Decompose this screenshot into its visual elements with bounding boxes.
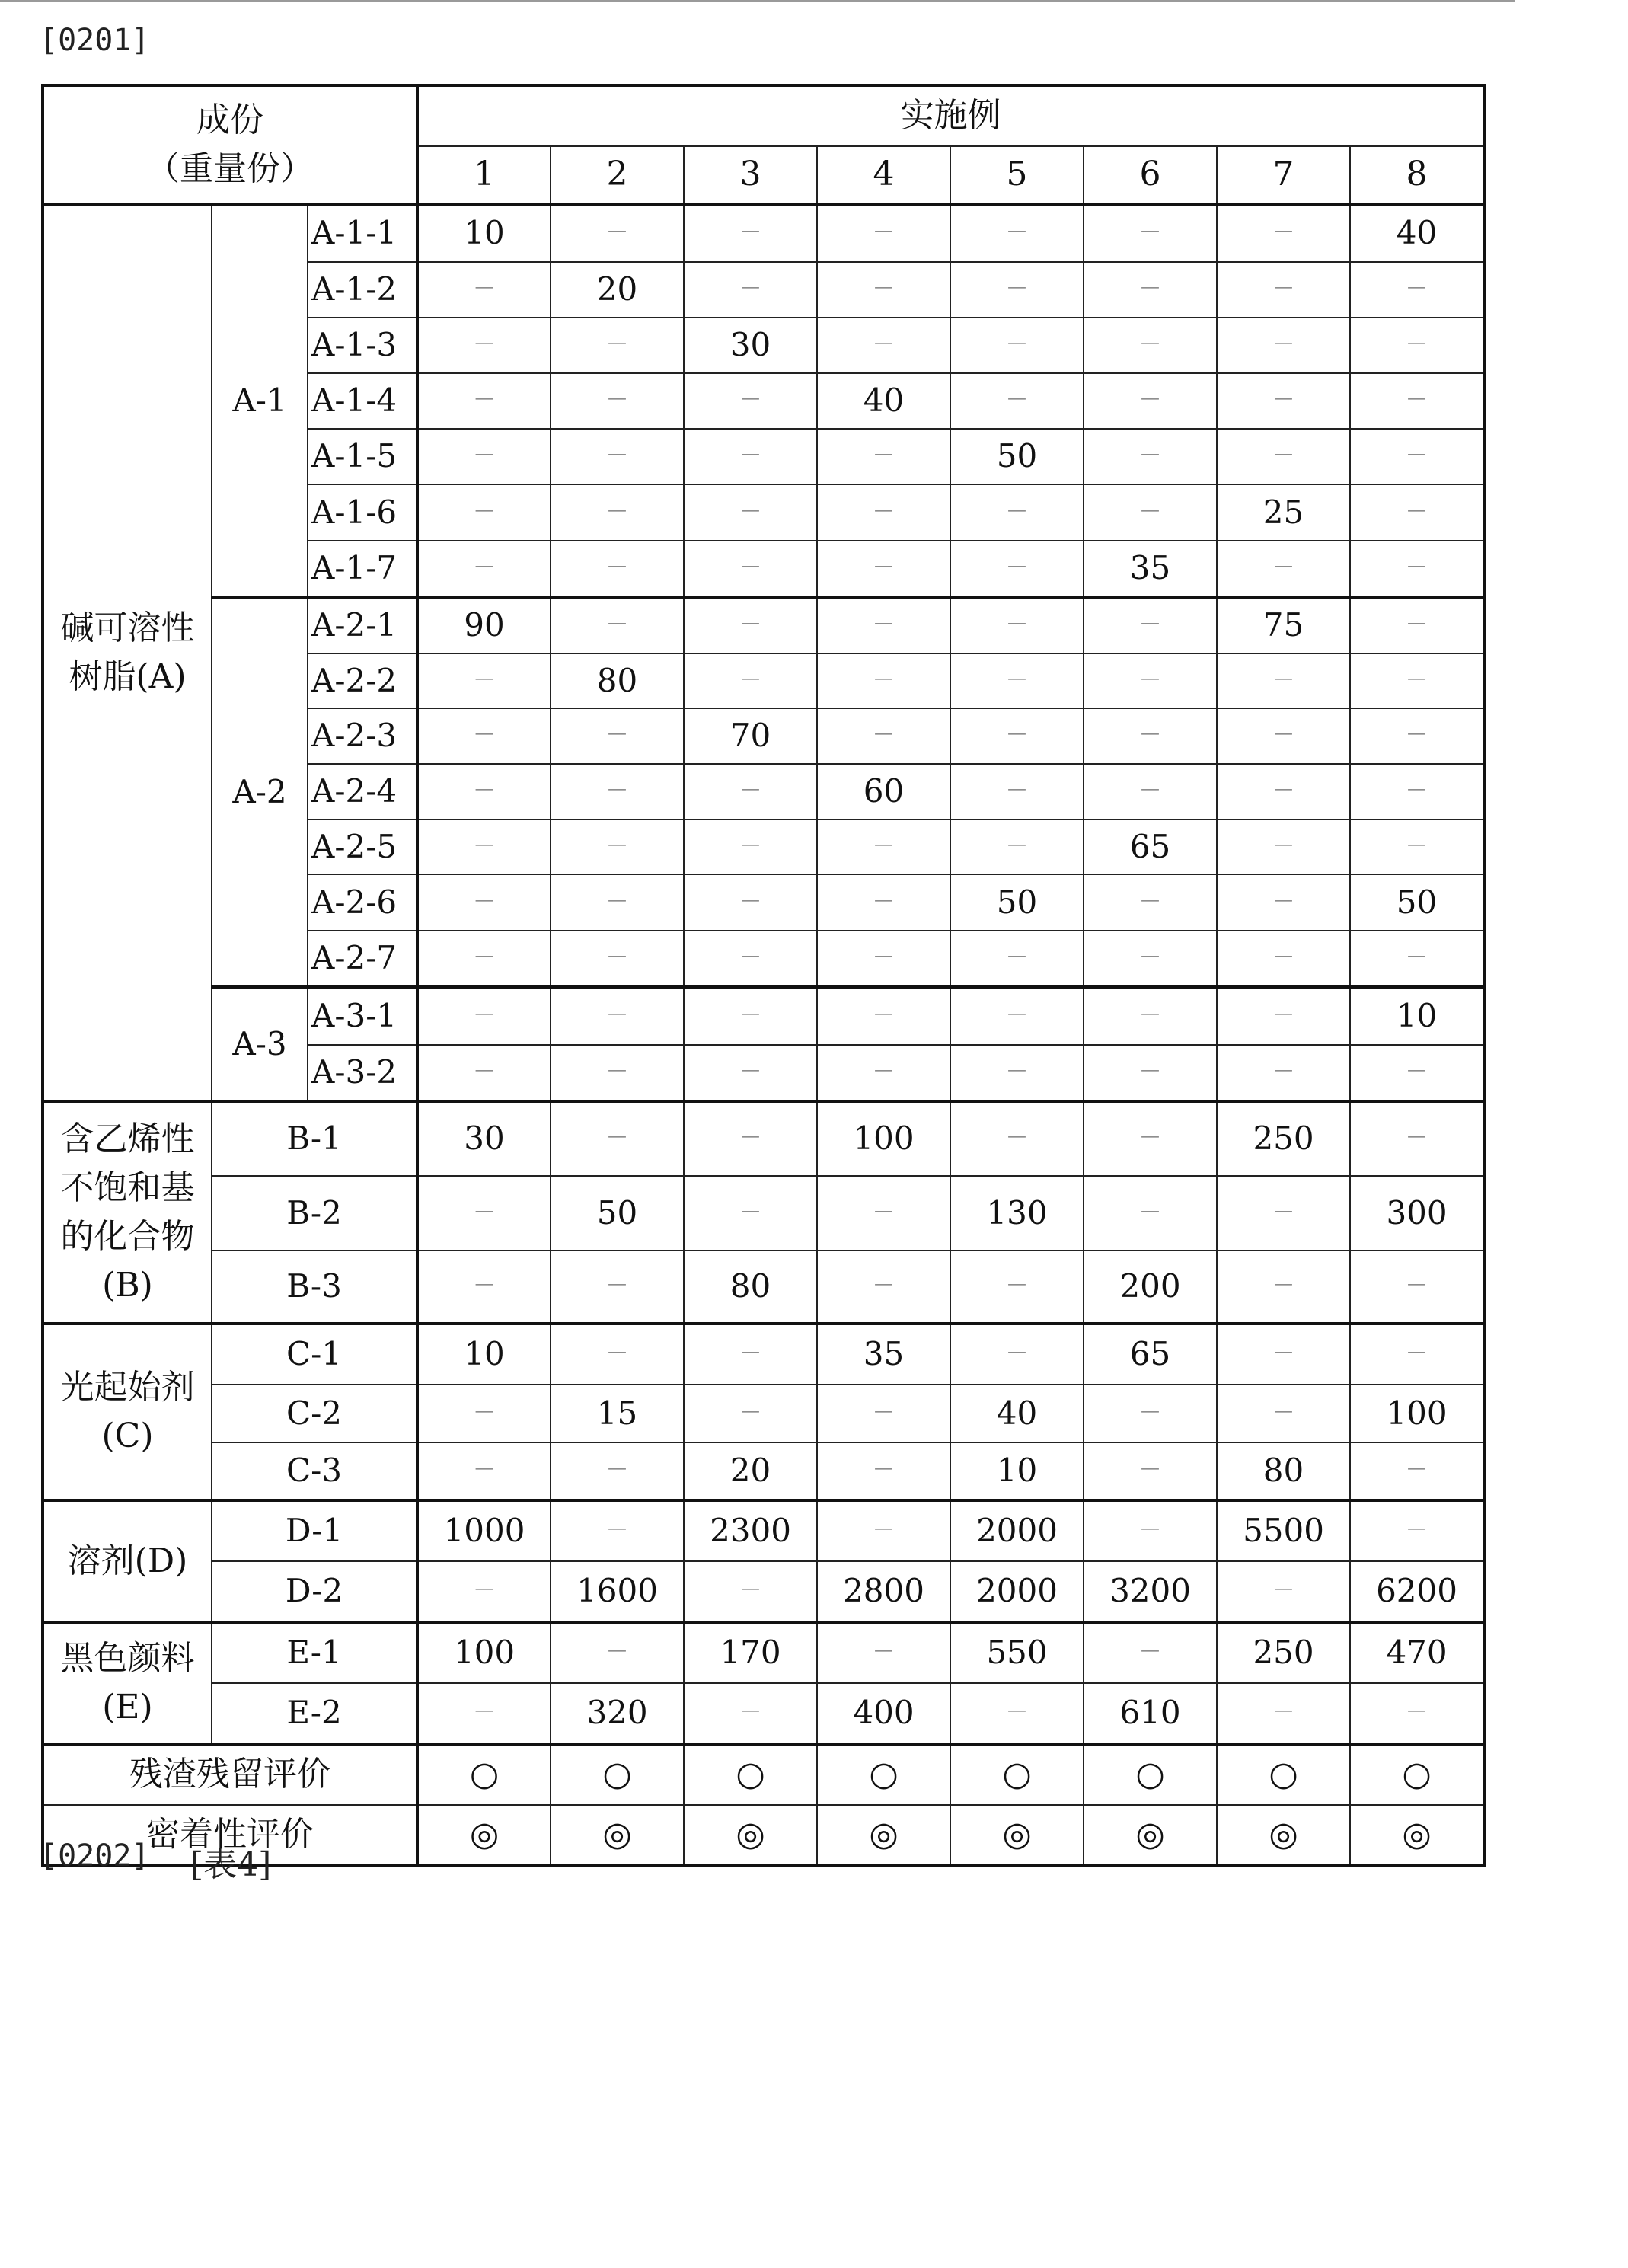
table-4-caption: [表4] bbox=[190, 1845, 272, 1884]
cell-value: － bbox=[950, 1324, 1084, 1385]
cell-value: 2000 bbox=[950, 1561, 1084, 1622]
cell-value: － bbox=[551, 541, 684, 597]
cell-value: 130 bbox=[950, 1176, 1084, 1251]
cell-value: － bbox=[417, 373, 551, 429]
column-number-2: 2 bbox=[551, 146, 684, 204]
row-label: C-3 bbox=[212, 1442, 417, 1500]
cell-value: 10 bbox=[417, 1324, 551, 1385]
cell-value: － bbox=[417, 1561, 551, 1622]
row-label: A-1-7 bbox=[308, 541, 417, 597]
cell-value: － bbox=[1350, 597, 1484, 653]
cell-value: － bbox=[817, 874, 950, 931]
cell-value: － bbox=[1084, 874, 1217, 931]
table-row-D-2 bbox=[43, 1561, 1484, 1622]
adhesion-evaluation-mark: ◎ bbox=[684, 1805, 817, 1866]
cell-value: － bbox=[684, 1683, 817, 1744]
cell-value: － bbox=[1084, 484, 1217, 541]
cell-value: － bbox=[1217, 708, 1350, 764]
cell-value: 250 bbox=[1217, 1101, 1350, 1176]
cell-value: － bbox=[684, 1324, 817, 1385]
cell-value: － bbox=[950, 484, 1084, 541]
cell-value: － bbox=[417, 874, 551, 931]
cell-value: － bbox=[684, 874, 817, 931]
cell-value: － bbox=[817, 1622, 950, 1683]
row-label: A-1-2 bbox=[308, 262, 417, 318]
cell-value: 400 bbox=[817, 1683, 950, 1744]
group-A2: A-2 bbox=[212, 597, 308, 987]
row-label: A-2-2 bbox=[308, 653, 417, 708]
cell-value: － bbox=[684, 819, 817, 874]
cell-value: 35 bbox=[817, 1324, 950, 1385]
cell-value: － bbox=[417, 653, 551, 708]
adhesion-evaluation-mark: ◎ bbox=[417, 1805, 551, 1866]
cell-value: － bbox=[551, 1324, 684, 1385]
table-row-B-3 bbox=[43, 1251, 1484, 1324]
row-label: B-1 bbox=[212, 1101, 417, 1176]
cell-value: 5500 bbox=[1217, 1500, 1350, 1561]
category-A: 碱可溶性 树脂(A) bbox=[43, 204, 212, 1101]
row-label: C-1 bbox=[212, 1324, 417, 1385]
composition-table-container bbox=[41, 84, 1483, 1854]
cell-value: 10 bbox=[950, 1442, 1084, 1500]
paragraph-number-0201: [0201] bbox=[40, 23, 150, 58]
cell-value: 2000 bbox=[950, 1500, 1084, 1561]
cell-value: － bbox=[1350, 262, 1484, 318]
cell-value: － bbox=[950, 204, 1084, 262]
cell-value: 2300 bbox=[684, 1500, 817, 1561]
row-label: A-1-6 bbox=[308, 484, 417, 541]
cell-value: 30 bbox=[417, 1101, 551, 1176]
cell-value: － bbox=[417, 931, 551, 987]
column-number-5: 5 bbox=[950, 146, 1084, 204]
cell-value: 65 bbox=[1084, 819, 1217, 874]
row-label: A-1-5 bbox=[308, 429, 417, 484]
cell-value: － bbox=[1217, 874, 1350, 931]
row-label: A-2-1 bbox=[308, 597, 417, 653]
cell-value: － bbox=[551, 931, 684, 987]
cell-value: － bbox=[551, 429, 684, 484]
header-ingredient-parts bbox=[43, 85, 417, 204]
cell-value: － bbox=[551, 819, 684, 874]
cell-value: － bbox=[1350, 1442, 1484, 1500]
cell-value: 35 bbox=[1084, 541, 1217, 597]
cell-value: 80 bbox=[551, 653, 684, 708]
cell-value: － bbox=[817, 1442, 950, 1500]
cell-value: － bbox=[950, 597, 1084, 653]
cell-value: 100 bbox=[1350, 1385, 1484, 1442]
cell-value: － bbox=[1350, 1101, 1484, 1176]
cell-value: － bbox=[950, 819, 1084, 874]
cell-value: － bbox=[551, 987, 684, 1045]
cell-value: 65 bbox=[1084, 1324, 1217, 1385]
cell-value: 6200 bbox=[1350, 1561, 1484, 1622]
cell-value: － bbox=[684, 1176, 817, 1251]
cell-value: － bbox=[1217, 429, 1350, 484]
row-label: D-2 bbox=[212, 1561, 417, 1622]
cell-value: － bbox=[817, 1045, 950, 1101]
cell-value: － bbox=[950, 708, 1084, 764]
cell-value: － bbox=[817, 653, 950, 708]
row-label: B-3 bbox=[212, 1251, 417, 1324]
cell-value: － bbox=[684, 1561, 817, 1622]
cell-value: 250 bbox=[1217, 1622, 1350, 1683]
cell-value: － bbox=[1350, 373, 1484, 429]
residue-evaluation-mark: ○ bbox=[1084, 1744, 1217, 1805]
row-label: A-2-4 bbox=[308, 764, 417, 819]
cell-value: － bbox=[817, 1176, 950, 1251]
cell-value: － bbox=[1084, 1622, 1217, 1683]
cell-value: 70 bbox=[684, 708, 817, 764]
group-A3: A-3 bbox=[212, 987, 308, 1101]
cell-value: － bbox=[551, 373, 684, 429]
residue-evaluation-mark: ○ bbox=[417, 1744, 551, 1805]
cell-value: － bbox=[417, 1251, 551, 1324]
cell-value: 100 bbox=[817, 1101, 950, 1176]
group-A1: A-1 bbox=[212, 204, 308, 597]
cell-value: － bbox=[950, 1251, 1084, 1324]
category-E: 黑色颜料 (E) bbox=[43, 1622, 212, 1744]
cell-value: － bbox=[551, 1500, 684, 1561]
column-number-3: 3 bbox=[684, 146, 817, 204]
cell-value: － bbox=[551, 1045, 684, 1101]
cell-value: － bbox=[817, 429, 950, 484]
table-row-A-3-1 bbox=[43, 987, 1484, 1045]
evaluation-label: 残渣残留评价 bbox=[43, 1744, 417, 1805]
cell-value: － bbox=[817, 484, 950, 541]
adhesion-evaluation-mark: ◎ bbox=[1217, 1805, 1350, 1866]
cell-value: － bbox=[551, 874, 684, 931]
cell-value: － bbox=[1084, 262, 1217, 318]
cell-value: － bbox=[684, 1045, 817, 1101]
cell-value: － bbox=[1350, 1500, 1484, 1561]
cell-value: － bbox=[684, 541, 817, 597]
cell-value: － bbox=[417, 1683, 551, 1744]
cell-value: － bbox=[1350, 1251, 1484, 1324]
cell-value: － bbox=[950, 1101, 1084, 1176]
column-number-7: 7 bbox=[1217, 146, 1350, 204]
category-B: 含乙烯性 不饱和基 的化合物 (B) bbox=[43, 1101, 212, 1324]
cell-value: － bbox=[684, 597, 817, 653]
row-label: A-1-1 bbox=[308, 204, 417, 262]
cell-value: － bbox=[817, 708, 950, 764]
cell-value: － bbox=[1084, 1500, 1217, 1561]
cell-value: － bbox=[684, 429, 817, 484]
cell-value: － bbox=[1217, 1324, 1350, 1385]
residue-evaluation-mark: ○ bbox=[817, 1744, 950, 1805]
cell-value: － bbox=[1217, 819, 1350, 874]
cell-value: 15 bbox=[551, 1385, 684, 1442]
cell-value: 1000 bbox=[417, 1500, 551, 1561]
cell-value: － bbox=[1350, 429, 1484, 484]
cell-value: － bbox=[1350, 1324, 1484, 1385]
cell-value: － bbox=[551, 318, 684, 373]
cell-value: － bbox=[1084, 1101, 1217, 1176]
cell-value: － bbox=[684, 373, 817, 429]
table-row-A-1-1 bbox=[43, 204, 1484, 262]
cell-value: － bbox=[1217, 262, 1350, 318]
cell-value: － bbox=[1350, 541, 1484, 597]
cell-value: － bbox=[1217, 931, 1350, 987]
cell-value: － bbox=[1350, 931, 1484, 987]
top-divider-line bbox=[0, 0, 1515, 2]
cell-value: － bbox=[817, 204, 950, 262]
cell-value: 610 bbox=[1084, 1683, 1217, 1744]
cell-value: － bbox=[817, 819, 950, 874]
cell-value: － bbox=[551, 204, 684, 262]
row-label: A-2-7 bbox=[308, 931, 417, 987]
cell-value: － bbox=[551, 1442, 684, 1500]
cell-value: 3200 bbox=[1084, 1561, 1217, 1622]
adhesion-evaluation-mark: ◎ bbox=[1084, 1805, 1217, 1866]
cell-value: － bbox=[551, 1622, 684, 1683]
cell-value: － bbox=[684, 262, 817, 318]
cell-value: － bbox=[817, 541, 950, 597]
table-row-E-2 bbox=[43, 1683, 1484, 1744]
row-label: A-1-4 bbox=[308, 373, 417, 429]
cell-value: 25 bbox=[1217, 484, 1350, 541]
cell-value: － bbox=[417, 819, 551, 874]
cell-value: － bbox=[1084, 653, 1217, 708]
cell-value: － bbox=[950, 318, 1084, 373]
cell-value: － bbox=[417, 262, 551, 318]
cell-value: － bbox=[551, 764, 684, 819]
table-row-A-2-1 bbox=[43, 597, 1484, 653]
adhesion-evaluation-mark: ◎ bbox=[950, 1805, 1084, 1866]
cell-value: － bbox=[684, 1385, 817, 1442]
cell-value: 100 bbox=[417, 1622, 551, 1683]
cell-value: 40 bbox=[950, 1385, 1084, 1442]
cell-value: － bbox=[1217, 318, 1350, 373]
cell-value: － bbox=[1350, 1683, 1484, 1744]
adhesion-evaluation-mark: ◎ bbox=[1350, 1805, 1484, 1866]
cell-value: － bbox=[817, 1500, 950, 1561]
cell-value: － bbox=[684, 653, 817, 708]
cell-value: － bbox=[1217, 1683, 1350, 1744]
column-number-6: 6 bbox=[1084, 146, 1217, 204]
cell-value: － bbox=[417, 987, 551, 1045]
cell-value: － bbox=[1084, 597, 1217, 653]
table-row-B-2 bbox=[43, 1176, 1484, 1251]
cell-value: － bbox=[1084, 373, 1217, 429]
cell-value: － bbox=[950, 262, 1084, 318]
cell-value: － bbox=[1084, 708, 1217, 764]
cell-value: － bbox=[551, 1251, 684, 1324]
evaluation-label: 密着性评价 bbox=[43, 1805, 417, 1866]
cell-value: － bbox=[950, 764, 1084, 819]
cell-value: － bbox=[1217, 987, 1350, 1045]
cell-value: － bbox=[417, 429, 551, 484]
row-label: B-2 bbox=[212, 1176, 417, 1251]
cell-value: － bbox=[1217, 1385, 1350, 1442]
cell-value: － bbox=[684, 987, 817, 1045]
adhesion-evaluation-mark: ◎ bbox=[817, 1805, 950, 1866]
column-number-4: 4 bbox=[817, 146, 950, 204]
cell-value: 20 bbox=[684, 1442, 817, 1500]
row-label: E-1 bbox=[212, 1622, 417, 1683]
cell-value: － bbox=[551, 1101, 684, 1176]
cell-value: 75 bbox=[1217, 597, 1350, 653]
cell-value: － bbox=[950, 653, 1084, 708]
composition-table bbox=[41, 84, 1486, 1867]
column-number-8: 8 bbox=[1350, 146, 1484, 204]
residue-evaluation-mark: ○ bbox=[1217, 1744, 1350, 1805]
cell-value: － bbox=[417, 1045, 551, 1101]
residue-evaluation-mark: ○ bbox=[684, 1744, 817, 1805]
cell-value: － bbox=[1350, 764, 1484, 819]
cell-value: － bbox=[1084, 1442, 1217, 1500]
table-row-C-2 bbox=[43, 1385, 1484, 1442]
row-label: A-2-5 bbox=[308, 819, 417, 874]
cell-value: － bbox=[1350, 1045, 1484, 1101]
cell-value: － bbox=[950, 1045, 1084, 1101]
cell-value: － bbox=[1084, 987, 1217, 1045]
cell-value: － bbox=[950, 541, 1084, 597]
cell-value: － bbox=[1217, 1561, 1350, 1622]
cell-value: － bbox=[817, 597, 950, 653]
cell-value: － bbox=[417, 318, 551, 373]
cell-value: － bbox=[684, 931, 817, 987]
cell-value: － bbox=[417, 764, 551, 819]
cell-value: － bbox=[551, 484, 684, 541]
cell-value: － bbox=[1084, 318, 1217, 373]
table-row-B-1 bbox=[43, 1101, 1484, 1176]
cell-value: － bbox=[817, 1251, 950, 1324]
cell-value: 170 bbox=[684, 1622, 817, 1683]
cell-value: － bbox=[551, 597, 684, 653]
cell-value: － bbox=[1084, 1176, 1217, 1251]
cell-value: 50 bbox=[551, 1176, 684, 1251]
cell-value: － bbox=[417, 541, 551, 597]
cell-value: － bbox=[1350, 484, 1484, 541]
cell-value: 60 bbox=[817, 764, 950, 819]
cell-value: － bbox=[417, 708, 551, 764]
cell-value: － bbox=[817, 987, 950, 1045]
residue-evaluation-mark: ○ bbox=[950, 1744, 1084, 1805]
table-row-C-1 bbox=[43, 1324, 1484, 1385]
cell-value: － bbox=[950, 1683, 1084, 1744]
cell-value: － bbox=[1084, 1045, 1217, 1101]
row-label: A-2-6 bbox=[308, 874, 417, 931]
cell-value: － bbox=[417, 484, 551, 541]
evaluation-row bbox=[43, 1744, 1484, 1805]
cell-value: 550 bbox=[950, 1622, 1084, 1683]
header-ingredient-parts-text: 成份 （重量份） bbox=[146, 101, 314, 188]
cell-value: － bbox=[817, 262, 950, 318]
cell-value: 10 bbox=[417, 204, 551, 262]
cell-value: 80 bbox=[1217, 1442, 1350, 1500]
residue-evaluation-mark: ○ bbox=[551, 1744, 684, 1805]
cell-value: － bbox=[1217, 1251, 1350, 1324]
cell-value: － bbox=[1217, 373, 1350, 429]
cell-value: － bbox=[1217, 204, 1350, 262]
cell-value: － bbox=[1350, 318, 1484, 373]
table-row-D-1 bbox=[43, 1500, 1484, 1561]
cell-value: 200 bbox=[1084, 1251, 1217, 1324]
cell-value: 50 bbox=[950, 874, 1084, 931]
column-number-1: 1 bbox=[417, 146, 551, 204]
cell-value: － bbox=[1350, 819, 1484, 874]
cell-value: 50 bbox=[950, 429, 1084, 484]
row-label: A-2-3 bbox=[308, 708, 417, 764]
cell-value: － bbox=[684, 484, 817, 541]
cell-value: － bbox=[684, 764, 817, 819]
row-label: E-2 bbox=[212, 1683, 417, 1744]
cell-value: 80 bbox=[684, 1251, 817, 1324]
cell-value: 320 bbox=[551, 1683, 684, 1744]
cell-value: 2800 bbox=[817, 1561, 950, 1622]
cell-value: 1600 bbox=[551, 1561, 684, 1622]
cell-value: － bbox=[817, 931, 950, 987]
cell-value: － bbox=[1084, 931, 1217, 987]
cell-value: － bbox=[950, 931, 1084, 987]
cell-value: － bbox=[817, 1385, 950, 1442]
cell-value: 40 bbox=[1350, 204, 1484, 262]
row-label: A-3-1 bbox=[308, 987, 417, 1045]
cell-value: － bbox=[1084, 204, 1217, 262]
cell-value: 470 bbox=[1350, 1622, 1484, 1683]
cell-value: － bbox=[1217, 653, 1350, 708]
cell-value: － bbox=[417, 1176, 551, 1251]
row-label: A-1-3 bbox=[308, 318, 417, 373]
table-row-C-3 bbox=[43, 1442, 1484, 1500]
cell-value: － bbox=[1350, 708, 1484, 764]
cell-value: 40 bbox=[817, 373, 950, 429]
paragraph-number-0202: [0202] bbox=[40, 1838, 150, 1873]
cell-value: － bbox=[950, 373, 1084, 429]
cell-value: － bbox=[1350, 653, 1484, 708]
cell-value: － bbox=[950, 987, 1084, 1045]
header-examples: 实施例 bbox=[417, 85, 1484, 146]
cell-value: － bbox=[1217, 1045, 1350, 1101]
cell-value: － bbox=[1217, 764, 1350, 819]
cell-value: － bbox=[1084, 429, 1217, 484]
cell-value: － bbox=[417, 1442, 551, 1500]
row-label: D-1 bbox=[212, 1500, 417, 1561]
cell-value: － bbox=[417, 1385, 551, 1442]
cell-value: － bbox=[1217, 1176, 1350, 1251]
row-label: A-3-2 bbox=[308, 1045, 417, 1101]
cell-value: 90 bbox=[417, 597, 551, 653]
category-D: 溶剂(D) bbox=[43, 1500, 212, 1622]
adhesion-evaluation-mark: ◎ bbox=[551, 1805, 684, 1866]
cell-value: － bbox=[551, 708, 684, 764]
cell-value: 30 bbox=[684, 318, 817, 373]
cell-value: 20 bbox=[551, 262, 684, 318]
cell-value: 300 bbox=[1350, 1176, 1484, 1251]
cell-value: － bbox=[817, 318, 950, 373]
cell-value: 50 bbox=[1350, 874, 1484, 931]
cell-value: － bbox=[684, 1101, 817, 1176]
cell-value: － bbox=[1217, 541, 1350, 597]
row-label: C-2 bbox=[212, 1385, 417, 1442]
cell-value: － bbox=[684, 204, 817, 262]
cell-value: 10 bbox=[1350, 987, 1484, 1045]
cell-value: － bbox=[1084, 764, 1217, 819]
residue-evaluation-mark: ○ bbox=[1350, 1744, 1484, 1805]
table-row-E-1 bbox=[43, 1622, 1484, 1683]
cell-value: － bbox=[1084, 1385, 1217, 1442]
category-C: 光起始剂 (C) bbox=[43, 1324, 212, 1500]
